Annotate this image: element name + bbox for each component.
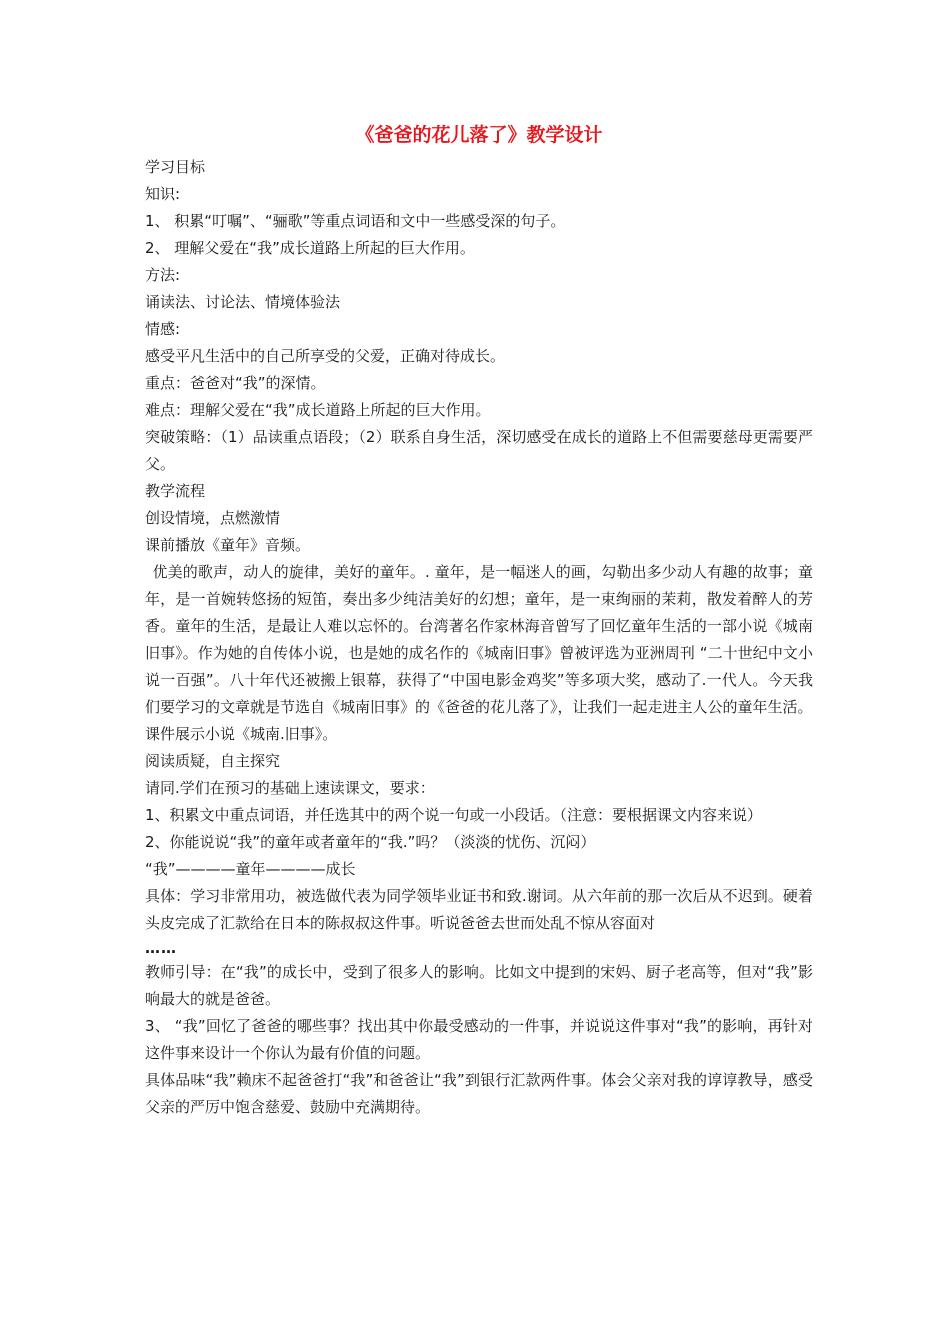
difficulty: 难点：理解父爱在“我”成长道路上所起的巨大作用。 [145,401,491,419]
section-heading-process: 教学流程 [145,482,206,500]
courseware-note: 课件展示小说《城南.旧事》。 [145,725,338,743]
task-2: 2、你能说说“我”的童年或者童年的“我.”吗？（淡淡的忧伤、沉闷） [145,833,596,851]
subheading-emotion: 情感: [145,320,181,338]
subheading-method: 方法: [145,266,181,284]
ellipsis: …… [145,939,177,957]
task-1: 1、积累文中重点词语，并任选其中的两个说一句或一小段话。（注意：要根据课文内容来说） [145,806,763,824]
knowledge-item-2: 2、 理解父爱在“我”成长道路上所起的巨大作用。 [145,239,475,257]
knowledge-item-1: 1、 积累“叮嘱”、“骊歌”等重点词语和文中一些感受深的句子。 [145,212,566,230]
subheading-knowledge: 知识: [145,185,181,203]
key-point: 重点：爸爸对“我”的深情。 [145,374,326,392]
audio-note: 课前播放《童年》音频。 [145,536,311,554]
details-paragraph: 具体：学习非常用功，被选做代表为同学领毕业证书和致.谢词。从六年前的那一次后从不迟到。硬着头皮完成了汇款给在日本的陈叔叔这件事。听说爸爸去世而处乱不惊从容面对 [145,887,813,932]
step-2-heading: 阅读质疑，自主探究 [145,752,281,770]
document-page [145,120,813,1121]
analysis-paragraph: 具体品味“我”赖床不起爸爸打“我”和爸爸让“我”到银行汇款两件事。体会父亲对我的谆谆教导，感受父亲的严厉中饱含慈爱、鼓励中充满期待。 [145,1071,813,1116]
teacher-guidance: 教师引导：在“我”的成长中，受到了很多人的影响。比如文中提到的宋妈、厨子老高等，但对“我”影响最大的就是爸爸。 [145,963,813,1008]
step-1-heading: 创设情境，点燃激情 [145,509,281,527]
reading-instruction: 请同.学们在预习的基础上速读课文，要求： [145,779,435,797]
intro-paragraph: 优美的歌声，动人的旋律，美好的童年。. 童年，是一幅迷人的画，勾勒出多少动人有趣的故事；童年，是一首婉转悠扬的短笛，奏出多少纯洁美好的幻想；童年，是一束绚丽的茉莉，散发着醉人的芳香。童年的生活，是最让人难以忘怀的。台湾著名作家林海音曾写了回忆童年生活的一部小说《城南旧事》。作为她的自传体小说，也是她的成名作的《城南旧事》曾被评选为亚洲周刊 “二十世纪中文小说一百强”。八十年代还被搬上银幕，获得了“中国电影金鸡奖”等多项大奖，感动了.一代人。今天我们要学习的文章就是节选自《城南旧事》的《爸爸的花儿落了》，让我们一起走进主人公的童年生活。 [145,563,813,716]
document-title: 《爸爸的花儿落了》教学设计 [355,124,603,146]
emotion-text: 感受平凡生活中的自己所享受的父爱，正确对待成长。 [145,347,506,365]
breakthrough-strategy: 突破策略：（1）品读重点语段；（2）联系自身生活，深切感受在成长的道路上不但需要慈母更需要严父。 [145,428,813,473]
method-text: 诵读法、讨论法、情境体验法 [145,293,341,311]
section-heading-objectives: 学习目标 [145,158,206,176]
growth-line: “我”————童年————成长 [145,860,356,878]
task-3: 3、 “我”回忆了爸爸的哪些事？找出其中你最受感动的一件事，并说说这件事对“我”的影响，再针对这件事来设计一个你认为最有价值的问题。 [145,1017,813,1062]
